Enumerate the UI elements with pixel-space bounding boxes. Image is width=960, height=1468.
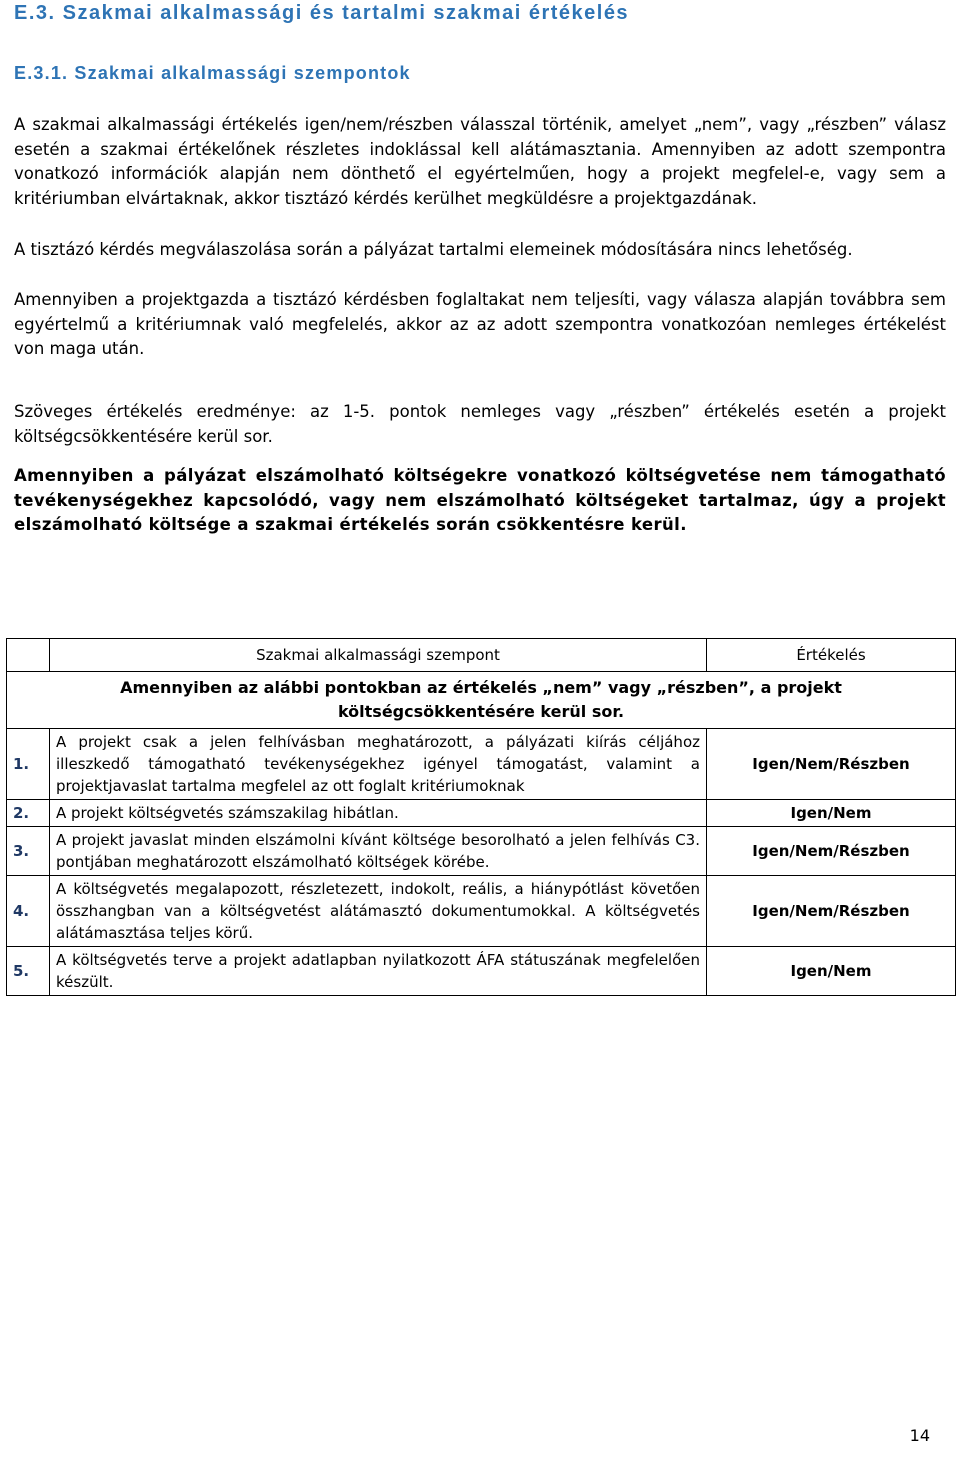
paragraph-cost-reduction: Amennyiben a pályázat elszámolható költségekre vonatkozó költségvetése nem támogatható tevékenységekhez kapcsolódó, vagy nem elszámolható költségeket tartalmaz, úgy a projekt elszámolható költsége a szakmai értékelés során csökkentésre kerül. [14,466,946,535]
row-criterion: A költségvetés terve a projekt adatlapban nyilatkozott ÁFA státuszának megfelelően készült. [50,947,707,996]
row-rating: Igen/Nem [707,947,956,996]
subsection-heading: E.3.1. Szakmai alkalmassági szempontok [14,63,411,83]
table-row [7,876,956,947]
row-rating: Igen/Nem/Részben [707,876,956,947]
table-row [7,947,956,996]
row-criterion: A projekt csak a jelen felhívásban meghatározott, a pályázati kiírás céljához illeszkedő támogatható tevékenységekhez igényel támogatást, valamint a projektjavaslat tartalma megfelel az ott foglalt kritériumoknak [50,729,707,800]
paragraph-text-result: Szöveges értékelés eredménye: az 1-5. pontok nemleges vagy „részben” értékelés esetén a projekt költségcsökkentésére kerül sor. [14,402,946,446]
table-header-row [7,639,956,672]
criteria-table [6,638,956,996]
paragraph-clarification: A tisztázó kérdés megválaszolása során a pályázat tartalmi elemeinek módosítására nincs lehetőség. [14,240,853,259]
row-rating: Igen/Nem [707,800,956,827]
header-num-cell [7,639,50,672]
page-number: 14 [909,1426,930,1445]
row-number: 3. [7,827,50,876]
header-rating: Értékelés [707,639,956,672]
section-heading: E.3. Szakmai alkalmassági és tartalmi szakmai értékelés [14,2,630,24]
paragraph-evaluation-method: A szakmai alkalmassági értékelés igen/nem/részben válasszal történik, amelyet „nem”, vagy „részben” válasz esetén a szakmai értékelőnek részletes indoklással kell alátámasztania. Amennyiben az adott szempontra vonatkozó információk alapján nem dönthető el egyértelműen, hogy a projekt megfelel-e, vagy sem a kritériumban elvártaknak, akkor tisztázó kérdés kerülhet megküldésre a projektgazdának. [14,115,946,209]
header-criterion: Szakmai alkalmassági szempont [50,639,707,672]
row-number: 5. [7,947,50,996]
table-row [7,827,956,876]
row-rating: Igen/Nem/Részben [707,827,956,876]
paragraph-negative-rating: Amennyiben a projektgazda a tisztázó kérdésben foglaltakat nem teljesíti, vagy válasza alapján továbbra sem egyértelmű a kritériumnak való megfelelés, akkor az az adott szempontra vonatkozóan nemleges értékelést von maga után. [14,290,946,359]
row-criterion: A költségvetés megalapozott, részletezett, indokolt, reális, a hiánypótlást követően összhangban van a költségvetést alátámasztó dokumentumokkal. A költségvetés alátámasztása teljes körű. [50,876,707,947]
row-number: 4. [7,876,50,947]
row-criterion: A projekt javaslat minden elszámolni kívánt költsége besorolható a jelen felhívás C3. pontjában meghatározott elszámolható költségek körébe. [50,827,707,876]
row-number: 1. [7,729,50,800]
row-criterion: A projekt költségvetés számszakilag hibátlan. [50,800,707,827]
table-row [7,729,956,800]
row-number: 2. [7,800,50,827]
table-note: Amennyiben az alábbi pontokban az értékelés „nem” vagy „részben”, a projekt költségcsökkentésére kerül sor. [7,672,956,729]
row-rating: Igen/Nem/Részben [707,729,956,800]
table-note-row [7,672,956,729]
table-row [7,800,956,827]
